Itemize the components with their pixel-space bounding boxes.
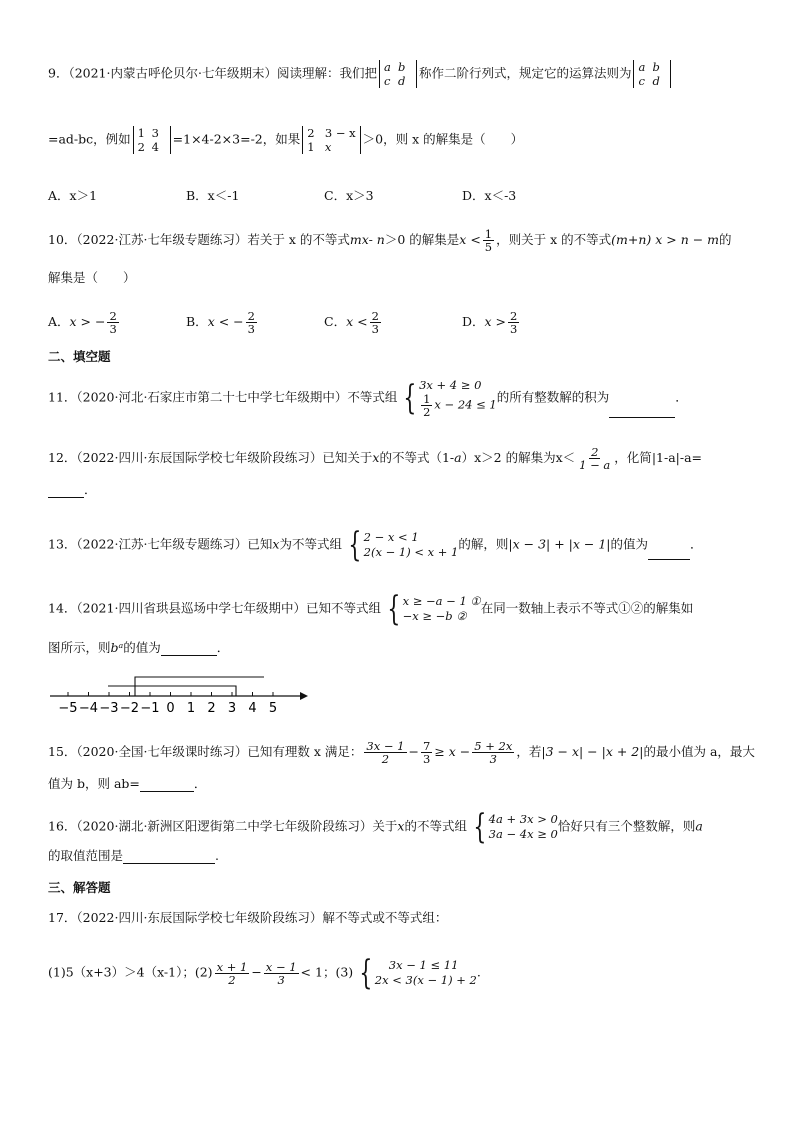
axis-tick-label: −2	[119, 701, 140, 716]
q10-solution-fraction: $\frac{1}{5}$	[484, 227, 493, 254]
solution-ray-2	[108, 686, 236, 696]
q10-option-c[interactable]: C．x < $\frac{2}{3}$	[324, 309, 379, 336]
q16-answer-blank[interactable]	[123, 851, 215, 864]
q15-answer-blank[interactable]	[140, 779, 194, 792]
axis-tick-label: 4	[248, 701, 257, 716]
q9-text-2-mid: =1×4-2×3=-2，如果	[172, 131, 301, 147]
q13-text: 13．（2022·江苏·七年级专题练习）已知	[48, 536, 273, 552]
q16-line1: 16．（2020·湖北·新洲区阳逻街第二中学七年级阶段练习）关于x的不等式组 { 4a + 3x > 0 3a − 4x ≥ 0 恰好只有三个整数解，则a	[48, 807, 703, 847]
q14-text: 14．（2021·四川省珙县巡场中学七年级期中）已知不等式组	[48, 600, 381, 616]
q9-option-a[interactable]: A．x＞1	[48, 188, 98, 203]
q9-line1	[48, 60, 673, 88]
q15-line1: 15．（2020·全国·七年级课时练习）已知有理数 x 满足： $\frac{3x - 1}{2}$ − $\frac{7}{3}$ ≥ x − $\frac{5 + 2x}{3}$ ，若|3 − x| − |x + 2|的最小值为 a，最大	[48, 739, 755, 766]
q17-line1: 17．（2022·四川·东辰国际学校七年级阶段练习）解不等式或不等式组：	[48, 910, 448, 925]
axis-tick-label: 0	[166, 701, 175, 716]
q10-inequality-2: (m+n) x > n − m	[611, 232, 720, 247]
q13-system: { 2 − x < 1 2(x − 1) < x + 1	[348, 525, 459, 565]
q10-text-b: ＞0 的解集是	[384, 232, 460, 247]
q9-text-mid: 称作二阶行列式，规定它的运算法则为	[418, 65, 632, 81]
q17-line2: (1)5（x+3）＞4（x-1）；(2) $\frac{x + 1}{2}$ − $\frac{x - 1}{3}$ < 1；(3) { 3x − 1 ≤ 11 2x < 3(x − 1) + 2 .	[48, 953, 481, 993]
q9-text-2-post: ＞0，则 x 的解集是（ ）	[362, 131, 524, 147]
q11-answer-blank[interactable]	[609, 405, 675, 418]
q12-line1: 12．（2022·四川·东辰国际学校七年级阶段练习）已知关于x的不等式（1-a）x＞2 的解集为x＜ $\frac{2}{1 - a}$ ，化简|1-a|-a=	[48, 445, 703, 472]
q15-text: 15．（2020·全国·七年级课时练习）已知有理数 x 满足：	[48, 744, 363, 759]
q14-number-line	[48, 668, 318, 718]
q10-line2: 解集是（ ）	[48, 270, 136, 285]
axis-tick-label: −1	[140, 701, 160, 716]
q10-line1	[48, 228, 732, 253]
q9-determinant-rule: a b c d	[633, 60, 671, 88]
q15-line2: 值为 b，则 ab= ．	[48, 776, 207, 791]
q13-answer-blank[interactable]	[648, 547, 690, 560]
q9-option-d[interactable]: D．x＜-3	[462, 188, 517, 203]
section-fill-in-heading: 二、填空题	[48, 349, 111, 364]
axis-tick-label: −3	[99, 701, 119, 716]
q9-option-b[interactable]: B．x＜-1	[186, 188, 240, 203]
q10-text-c: ，则关于 x 的不等式	[496, 232, 612, 247]
q10-text-d: 的	[719, 232, 732, 247]
q12-text: 12．（2022·四川·东辰国际学校七年级阶段练习）已知关于	[48, 450, 373, 465]
q12-fraction: $\frac{2}{1 - a}$	[579, 445, 611, 472]
q9-text: 9．（2021·内蒙古呼伦贝尔·七年级期末）阅读理解：我们把	[48, 65, 377, 81]
q9-text-2: =ad-bc，例如	[48, 131, 131, 147]
q10-option-d[interactable]: D．x > $\frac{2}{3}$	[462, 309, 518, 336]
axis-tick-label: 3	[227, 701, 237, 716]
q9-condition-det: 2 3 − x 1 x	[302, 126, 360, 154]
q13-expression: |x − 3| + |x − 1|	[508, 536, 611, 552]
q11-text-post: 的所有整数解的积为	[496, 389, 610, 405]
q17-part1: (1)5（x+3）＞4（x-1）；(2)	[48, 964, 213, 980]
q12-expression: |1-a|-a=	[651, 450, 703, 465]
q16-system: { 4a + 3x > 0 3a − 4x ≥ 0	[473, 807, 558, 847]
q17-system: { 3x − 1 ≤ 11 2x < 3(x − 1) + 2	[359, 953, 477, 993]
q10-option-b[interactable]: B．x < − $\frac{2}{3}$	[186, 309, 255, 336]
q11-system: { 3x + 4 ≥ 0 $\frac{1}{2}$ x − 24 ≤ 1	[403, 378, 497, 419]
q9-line2	[48, 126, 523, 154]
q16-line2: 的取值范围是 .	[48, 848, 219, 863]
q14-answer-blank[interactable]	[161, 643, 217, 656]
axis-tick-label: −4	[78, 701, 99, 716]
q16-text: 16．（2020·湖北·新洲区阳逻街第二中学七年级阶段练习）关于	[48, 818, 398, 834]
axis-tick-label: 1	[186, 701, 196, 716]
q14-line1: 14．（2021·四川省珙县巡场中学七年级期中）已知不等式组 { x ≥ −a − 1 ① −x ≥ −b ② 在同一数轴上表示不等式①②的解集如	[48, 589, 694, 629]
q10-option-a[interactable]: A．x > − $\frac{2}{3}$	[48, 309, 117, 336]
section-answer-heading: 三、解答题	[48, 880, 111, 895]
q10-inequality: mx- n	[349, 232, 385, 247]
q10-text: 10．（2022·江苏·七年级专题练习）若关于 x 的不等式	[48, 232, 350, 247]
q11-text: 11．（2020·河北·石家庄市第二十七中学七年级期中）不等式组	[48, 389, 398, 405]
axis-arrow	[300, 692, 308, 700]
q9-example-det: 1 3 2 4	[133, 126, 171, 154]
q10-solution-x: x <	[459, 232, 481, 247]
q9-determinant-def: a b c d	[379, 60, 417, 88]
axis-tick-label: −5	[58, 701, 78, 716]
axis-tick-label: 5	[268, 701, 278, 716]
q14-line2: 图所示，则bᵃ的值为 ．	[48, 640, 230, 655]
q12-answer-blank[interactable]	[48, 485, 84, 498]
q12-line2: ．	[48, 482, 97, 498]
q9-option-c[interactable]: C．x＞3	[324, 188, 374, 203]
q11-line: 11．（2020·河北·石家庄市第二十七中学七年级期中）不等式组 { 3x + 4 ≥ 0 $\frac{1}{2}$ x − 24 ≤ 1 的所有整数解的积为 ．	[48, 378, 688, 419]
q13-line: 13．（2022·江苏·七年级专题练习）已知x为不等式组 { 2 − x < 1 2(x − 1) < x + 1 的解，则|x − 3| + |x − 1|的值为 ．	[48, 525, 703, 565]
q14-system: { x ≥ −a − 1 ① −x ≥ −b ②	[387, 589, 481, 629]
q15-expression: |3 − x| − |x + 2|	[541, 744, 644, 759]
axis-tick-label: 2	[207, 701, 216, 716]
